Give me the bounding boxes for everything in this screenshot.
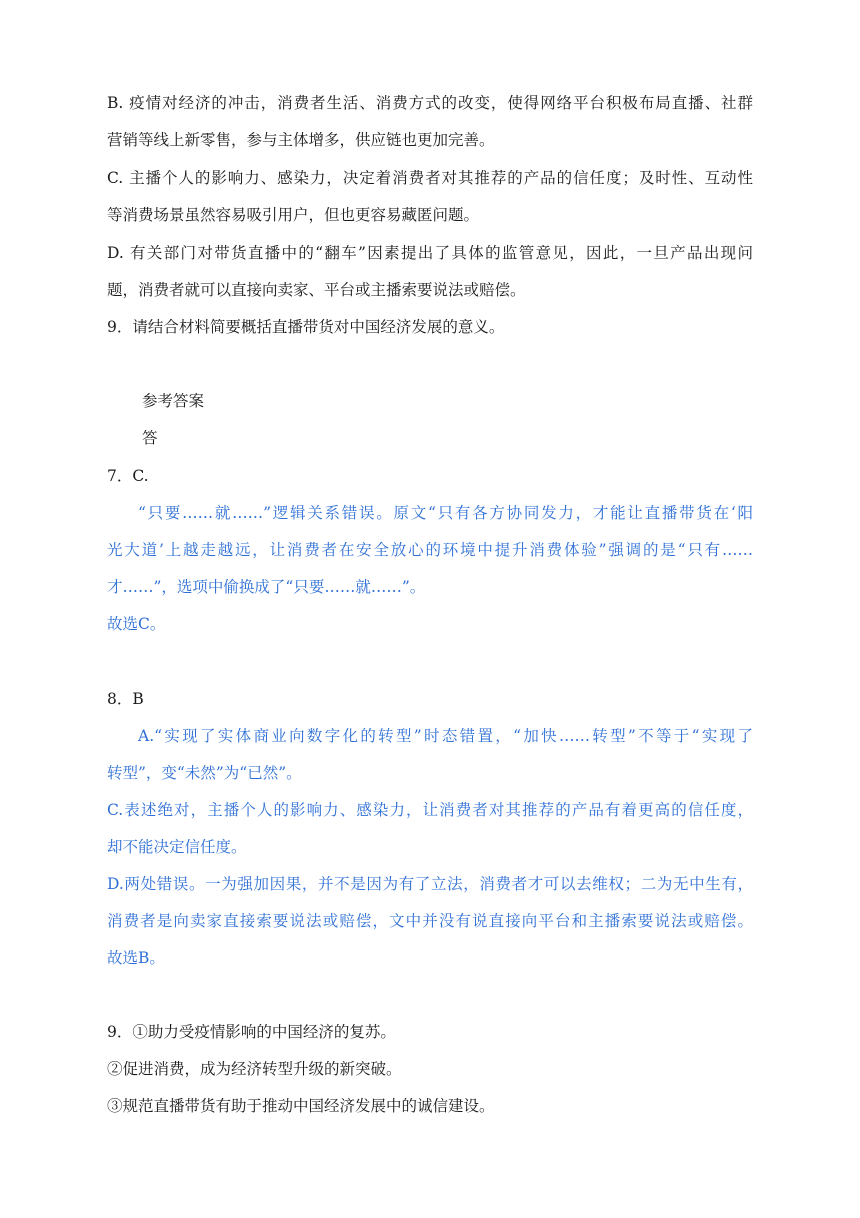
answer-8-d-line-2: 消费者是向卖家直接索要说法或赔偿，文中并没有说直接向平台和主播索要说法或赔偿。	[107, 912, 753, 930]
answer-7-explain-line-3: 才……”，选项中偷换成了“只要……就……”。	[107, 578, 426, 596]
answer-7-explain-line-1: “只要……就……”逻辑关系错误。原文“只有各方协同发力，才能让直播带货在‘阳	[138, 504, 753, 522]
answer-heading: 参考答案	[142, 392, 205, 410]
answer-7-conclusion: 故选C。	[107, 615, 166, 633]
answer-7: 7．C.	[107, 467, 149, 485]
answer-9-point-1: 9．①助力受疫情影响的中国经济的复苏。	[107, 1023, 396, 1041]
answer-8: 8．B	[107, 690, 144, 708]
answer-8-c-line-1: C.表述绝对，主播个人的影响力、感染力，让消费者对其推荐的产品有着更高的信任度，	[107, 801, 753, 819]
answer-8-c-line-2: 却不能决定信任度。	[107, 838, 247, 856]
option-c-line-1: C. 主播个人的影响力、感染力，决定着消费者对其推荐的产品的信任度；及时性、互动性	[107, 169, 753, 187]
answer-8-a-line-2: 转型”，变“未然”为“已然”。	[107, 764, 302, 782]
answer-8-a-line-1: A.“实现了实体商业向数字化的转型”时态错置，“加快……转型”不等于“实现了	[138, 727, 753, 745]
answer-9-point-3: ③规范直播带货有助于推动中国经济发展中的诚信建设。	[107, 1097, 495, 1115]
option-d-line-2: 题，消费者就可以直接向卖家、平台或主播索要说法或赔偿。	[107, 281, 526, 299]
question-9: 9．请结合材料简要概括直播带货对中国经济发展的意义。	[107, 318, 505, 336]
answer-7-explain-line-2: 光大道’上越走越远，让消费者在安全放心的环境中提升消费体验”强调的是“只有……	[107, 541, 753, 559]
option-b-line-2: 营销等线上新零售，参与主体增多，供应链也更加完善。	[107, 131, 495, 149]
answer-subheading: 答	[142, 429, 158, 447]
option-d-line-1: D. 有关部门对带货直播中的“翻车”因素提出了具体的监管意见，因此，一旦产品出现问	[107, 244, 753, 262]
answer-8-d-line-1: D.两处错误。一为强加因果，并不是因为有了立法，消费者才可以去维权；二为无中生有，	[107, 875, 753, 893]
option-b-line-1: B. 疫情对经济的冲击，消费者生活、消费方式的改变，使得网络平台积极布局直播、社群	[107, 94, 753, 112]
answer-9-point-2: ②促进消费，成为经济转型升级的新突破。	[107, 1060, 402, 1078]
answer-8-conclusion: 故选B。	[107, 949, 165, 967]
option-c-line-2: 等消费场景虽然容易吸引用户，但也更容易藏匿问题。	[107, 206, 480, 224]
